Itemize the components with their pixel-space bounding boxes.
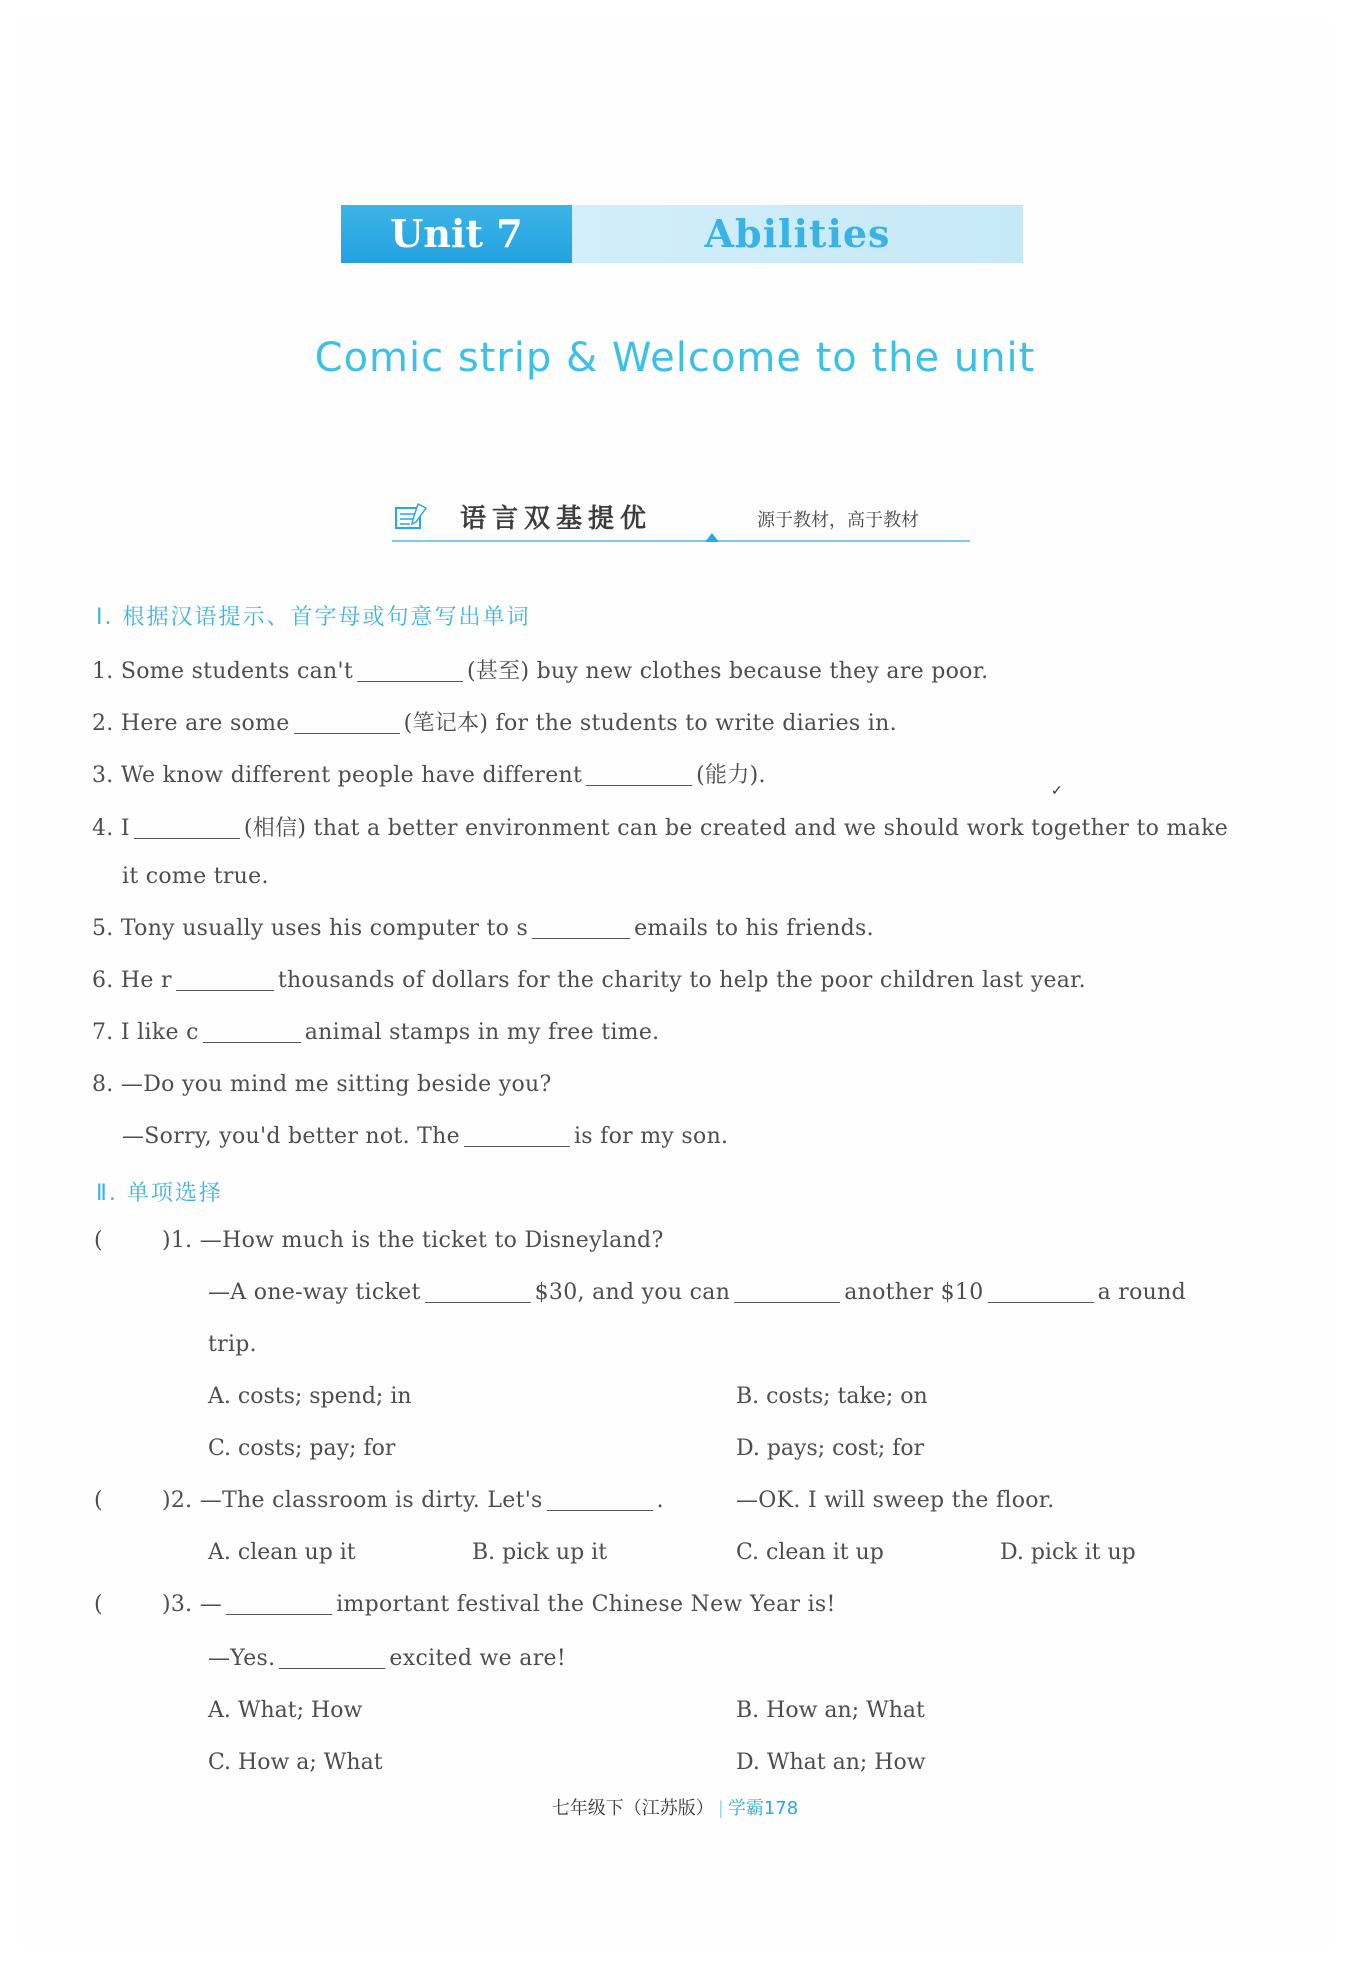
part1-heading: Ⅰ. 根据汉语提示、首字母或句意写出单词 bbox=[96, 605, 531, 630]
lesson-title: Comic strip & Welcome to the unit bbox=[314, 335, 1036, 381]
question-text: — bbox=[199, 1592, 223, 1617]
option-d[interactable]: D. pick it up bbox=[1000, 1540, 1136, 1565]
answer-blank[interactable] bbox=[203, 1022, 301, 1043]
question-number: 8. bbox=[92, 1072, 114, 1097]
answer-blank[interactable] bbox=[988, 1282, 1094, 1303]
answer-blank[interactable] bbox=[176, 970, 274, 991]
question-number: 7. bbox=[92, 1020, 114, 1045]
question-text: Tony usually uses his computer to s bbox=[120, 916, 529, 941]
section-title: 语言双基提优 bbox=[460, 504, 653, 534]
question-7 bbox=[92, 1020, 659, 1045]
notebook-icon bbox=[394, 502, 428, 532]
mc-question-2-reply: —OK. I will sweep the floor. bbox=[736, 1488, 1055, 1513]
option-a[interactable]: A. What; How bbox=[208, 1698, 363, 1723]
question-number: 4. bbox=[92, 816, 114, 841]
mc-answer-paren[interactable]: ( bbox=[94, 1592, 103, 1617]
answer-blank[interactable] bbox=[532, 918, 630, 939]
question-4 bbox=[92, 811, 1228, 842]
question-text: (相信) that a better environment can be created and we should work together to make bbox=[243, 816, 1229, 841]
unit-title: Abilities bbox=[704, 211, 891, 256]
answer-blank[interactable] bbox=[547, 1490, 653, 1511]
footer-brand: 学霸 bbox=[727, 1798, 764, 1819]
question-text: (笔记本) for the students to write diaries in. bbox=[403, 711, 897, 736]
answer-blank[interactable] bbox=[134, 818, 240, 839]
question-text: We know different people have different bbox=[120, 763, 583, 788]
answer-blank[interactable] bbox=[357, 661, 463, 682]
question-text: is for my son. bbox=[573, 1124, 729, 1149]
mc-answer-paren[interactable]: ( bbox=[94, 1228, 103, 1253]
stray-mark: ✓ bbox=[1051, 783, 1063, 799]
question-number: )2. bbox=[162, 1488, 193, 1513]
question-1 bbox=[92, 654, 988, 685]
question-text: —How much is the ticket to Disneyland? bbox=[199, 1228, 664, 1253]
option-a[interactable]: A. costs; spend; in bbox=[208, 1384, 412, 1409]
question-text: another $10 bbox=[844, 1280, 984, 1305]
question-text: —The classroom is dirty. Let's bbox=[199, 1488, 543, 1513]
mc-question-1 bbox=[162, 1228, 664, 1253]
question-4-continued: it come true. bbox=[122, 864, 269, 889]
question-text: —A one-way ticket bbox=[208, 1280, 421, 1305]
option-b[interactable]: B. costs; take; on bbox=[736, 1384, 928, 1409]
unit-label: Unit 7 bbox=[341, 205, 572, 263]
question-3 bbox=[92, 758, 766, 789]
question-text: I like c bbox=[120, 1020, 199, 1045]
section-subtitle: 源于教材，高于教材 bbox=[757, 510, 919, 531]
answer-blank[interactable] bbox=[464, 1126, 570, 1147]
section-marker-icon bbox=[705, 533, 719, 542]
question-text: Some students can't bbox=[120, 659, 353, 684]
answer-blank[interactable] bbox=[425, 1282, 531, 1303]
mc-question-1-answer bbox=[208, 1280, 1186, 1305]
question-text: emails to his friends. bbox=[634, 916, 874, 941]
mc-question-3 bbox=[162, 1592, 836, 1617]
answer-blank[interactable] bbox=[586, 765, 692, 786]
question-number: 6. bbox=[92, 968, 114, 993]
question-text: —Do you mind me sitting beside you? bbox=[120, 1072, 552, 1097]
footer-separator: | bbox=[717, 1798, 724, 1819]
option-a[interactable]: A. clean up it bbox=[208, 1540, 356, 1565]
answer-blank[interactable] bbox=[734, 1282, 840, 1303]
question-number: )1. bbox=[162, 1228, 193, 1253]
option-b[interactable]: B. pick up it bbox=[472, 1540, 608, 1565]
question-text: excited we are! bbox=[389, 1646, 566, 1671]
question-text: important festival the Chinese New Year is! bbox=[336, 1592, 836, 1617]
question-text: Here are some bbox=[120, 711, 290, 736]
question-8-reply bbox=[122, 1124, 728, 1149]
question-8 bbox=[92, 1072, 552, 1097]
question-text: (甚至) buy new clothes because they are poor. bbox=[466, 659, 989, 684]
question-text: He r bbox=[120, 968, 172, 993]
option-c[interactable]: C. costs; pay; for bbox=[208, 1436, 396, 1461]
question-number: 2. bbox=[92, 711, 114, 736]
question-number: 1. bbox=[92, 659, 114, 684]
answer-blank[interactable] bbox=[294, 713, 400, 734]
answer-blank[interactable] bbox=[226, 1594, 332, 1615]
answer-blank[interactable] bbox=[279, 1648, 385, 1669]
mc-question-1-continued: trip. bbox=[208, 1332, 257, 1357]
part2-heading: Ⅱ. 单项选择 bbox=[96, 1181, 223, 1206]
option-c[interactable]: C. clean it up bbox=[736, 1540, 884, 1565]
question-text: —Yes. bbox=[208, 1646, 276, 1671]
question-text: a round bbox=[1097, 1280, 1186, 1305]
page-footer bbox=[0, 1794, 1350, 1820]
question-6 bbox=[92, 968, 1086, 993]
question-number: 3. bbox=[92, 763, 114, 788]
question-text: . bbox=[656, 1488, 664, 1513]
question-text: —Sorry, you'd better not. The bbox=[122, 1124, 460, 1149]
question-text: $30, and you can bbox=[534, 1280, 731, 1305]
mc-question-2 bbox=[162, 1488, 664, 1513]
question-number: )3. bbox=[162, 1592, 193, 1617]
option-d[interactable]: D. What an; How bbox=[736, 1750, 926, 1775]
section-header bbox=[392, 496, 970, 542]
option-d[interactable]: D. pays; cost; for bbox=[736, 1436, 925, 1461]
mc-answer-paren[interactable]: ( bbox=[94, 1488, 103, 1513]
unit-banner bbox=[341, 205, 1023, 263]
question-text: (能力). bbox=[696, 763, 766, 788]
question-number: 5. bbox=[92, 916, 114, 941]
question-text: thousands of dollars for the charity to help the poor children last year. bbox=[277, 968, 1086, 993]
question-2 bbox=[92, 706, 897, 737]
option-b[interactable]: B. How an; What bbox=[736, 1698, 925, 1723]
footer-grade: 七年级下（江苏版） bbox=[551, 1798, 714, 1819]
question-text: animal stamps in my free time. bbox=[304, 1020, 660, 1045]
question-5 bbox=[92, 916, 874, 941]
page-number: 178 bbox=[763, 1798, 799, 1819]
question-text: I bbox=[120, 816, 130, 841]
mc-question-3-answer bbox=[208, 1646, 566, 1671]
option-c[interactable]: C. How a; What bbox=[208, 1750, 383, 1775]
